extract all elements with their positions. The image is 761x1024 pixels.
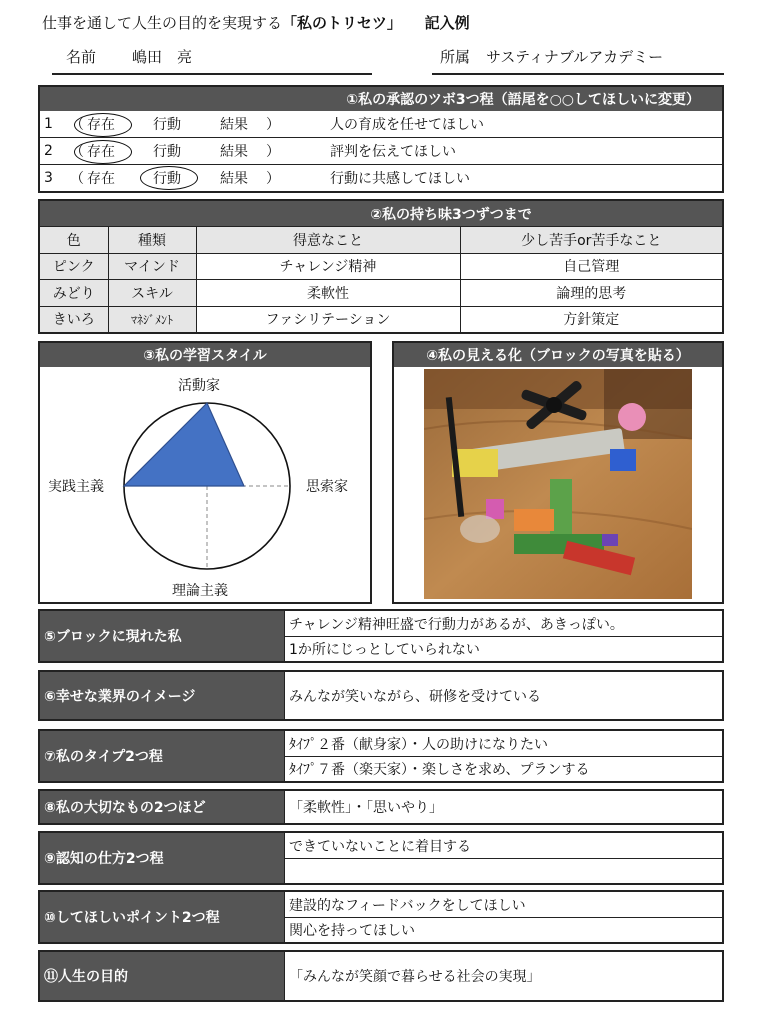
open-paren: （ — [70, 117, 84, 133]
table-cell: マインド — [108, 253, 196, 280]
section-1 — [38, 85, 724, 193]
content-line — [284, 952, 722, 1000]
orange-brick — [514, 509, 554, 531]
label-bottom: 理論主義 — [172, 583, 228, 599]
content-text: みんなが笑いながら、研修を受けている — [289, 688, 541, 705]
table-row — [40, 306, 722, 332]
table-cell: 論理的思考 — [460, 280, 722, 307]
section-11-label-cell — [40, 952, 284, 1000]
table-header-row — [40, 227, 722, 254]
content-text: 関心を持ってほしい — [289, 923, 415, 939]
name-underline — [52, 73, 372, 75]
option-existence: 存在 — [87, 117, 115, 133]
block-photo — [424, 369, 692, 599]
recognition-row — [40, 165, 722, 191]
content-line — [284, 672, 722, 719]
section-6 — [38, 670, 724, 721]
content-line — [284, 731, 722, 757]
section-9-label-cell — [40, 833, 284, 883]
recognition-text: 行動に共感してほしい — [330, 171, 470, 187]
section-3-title: ③私の学習スタイル — [143, 348, 267, 364]
table-cell: 方針策定 — [460, 306, 722, 332]
section-10-label-cell — [40, 892, 284, 942]
section-7 — [38, 729, 724, 783]
section-4-title: ④私の見える化（ブロックの写真を貼る） — [426, 348, 690, 364]
content-line — [284, 918, 722, 942]
pink-flower — [618, 403, 646, 431]
recognition-row — [40, 138, 722, 165]
recognition-row — [40, 111, 722, 138]
section-11 — [38, 950, 724, 1002]
label-right: 思索家 — [306, 479, 348, 495]
content-text: 建設的なフィードバックをしてほしい — [289, 897, 526, 914]
content-text: 1か所にじっとしていられない — [289, 642, 480, 658]
option-action: 行動 — [153, 117, 181, 133]
content-line — [284, 859, 722, 883]
option-result: 結果 — [220, 171, 248, 187]
row-number: 2 — [44, 143, 53, 159]
header-cell: 少し苦手or苦手なこと — [460, 227, 722, 254]
table-cell: ﾏﾈｼﾞﾒﾝﾄ — [108, 306, 196, 332]
section-2 — [38, 199, 724, 334]
row-number: 3 — [44, 170, 53, 186]
circle-mark — [140, 166, 198, 190]
affiliation-value: サスティナブルアカデミー — [486, 48, 664, 66]
option-result: 結果 — [220, 117, 248, 133]
table-row — [40, 253, 722, 280]
table-cell: 自己管理 — [460, 253, 722, 280]
table-cell: きいろ — [40, 306, 108, 332]
content-line — [284, 833, 722, 859]
circle-mark — [74, 140, 132, 164]
section-7-label-cell — [40, 731, 284, 781]
section-1-title: ①私の承認のツボ3つ程（語尾を○○してほしいに変更） — [346, 92, 700, 108]
option-existence: 存在 — [87, 171, 115, 187]
label-top: 活動家 — [178, 378, 220, 394]
magenta-brick — [486, 499, 504, 519]
section-9-label: ⑨認知の仕方2つ程 — [44, 851, 164, 867]
name-label: 名前 — [66, 48, 97, 66]
section-8 — [38, 789, 724, 825]
section-4 — [392, 341, 724, 604]
option-existence: 存在 — [87, 144, 115, 160]
content-line — [284, 791, 722, 823]
affiliation-underline — [432, 73, 724, 75]
header-cell: 種類 — [108, 227, 196, 254]
title-suffix: 記入例 — [424, 14, 470, 32]
section-11-label: ⑪人生の目的 — [44, 969, 128, 985]
clear-disc — [460, 515, 500, 543]
content-text: チャレンジ精神旺盛で行動力があるが、あきっぽい。 — [289, 616, 624, 633]
purple-brick — [602, 534, 618, 546]
title-prefix: 仕事を通して人生の目的を実現する — [42, 14, 283, 32]
option-result: 結果 — [220, 144, 248, 160]
option-action: 行動 — [153, 144, 181, 160]
content-text: 「みんなが笑顔で暮らせる社会の実現」 — [289, 969, 541, 985]
section-8-label: ⑧私の大切なもの2つほど — [44, 800, 206, 816]
section-2-header — [40, 201, 722, 226]
traits-table — [40, 226, 722, 332]
name-value: 嶋田 亮 — [132, 48, 193, 66]
header-cell: 色 — [40, 227, 108, 254]
content-line — [284, 892, 722, 918]
section-4-header — [394, 343, 722, 367]
section-6-label-cell — [40, 672, 284, 719]
section-5 — [38, 609, 724, 663]
table-cell: みどり — [40, 280, 108, 307]
blue-brick — [610, 449, 636, 471]
close-paren: ） — [266, 171, 280, 187]
section-5-label: ⑤ブロックに現れた私 — [44, 629, 182, 645]
circle-mark — [74, 113, 132, 137]
section-9 — [38, 831, 724, 885]
section-6-label: ⑥幸せな業界のイメージ — [44, 688, 196, 705]
table-cell: ピンク — [40, 253, 108, 280]
section-5-label-cell — [40, 611, 284, 661]
row-number: 1 — [44, 116, 53, 132]
section-10 — [38, 890, 724, 944]
page-title — [42, 12, 470, 33]
section-7-label: ⑦私のタイプ2つ程 — [44, 749, 163, 765]
table-row — [40, 280, 722, 307]
option-action: 行動 — [153, 171, 181, 187]
table-cell: チャレンジ精神 — [196, 253, 460, 280]
table-cell: ファシリテーション — [196, 306, 460, 332]
table-cell: 柔軟性 — [196, 280, 460, 307]
content-text: ﾀｲﾌﾟ２番（献身家）・人の助けになりたい — [289, 736, 548, 753]
affiliation-label: 所属 — [440, 48, 471, 66]
header-cell: 得意なこと — [196, 227, 460, 254]
content-text: 「柔軟性」・「思いやり」 — [289, 800, 443, 816]
open-paren: （ — [70, 144, 84, 160]
section-3-header — [40, 343, 370, 367]
title-bold: 「私のトリセツ」 — [282, 14, 402, 32]
section-3 — [38, 341, 372, 604]
table-cell: スキル — [108, 280, 196, 307]
recognition-text: 人の育成を任せてほしい — [330, 117, 484, 133]
section-1-header — [40, 87, 722, 111]
recognition-text: 評判を伝えてほしい — [330, 144, 456, 160]
content-line — [284, 637, 722, 661]
content-text: ﾀｲﾌﾟ７番（楽天家）・楽しさを求め、プランする — [289, 762, 590, 778]
close-paren: ） — [266, 117, 280, 133]
section-2-title: ②私の持ち味3つずつまで — [370, 206, 532, 223]
content-text: できていないことに着目する — [289, 838, 471, 855]
section-8-label-cell — [40, 791, 284, 823]
content-line — [284, 611, 722, 637]
close-paren: ） — [266, 144, 280, 160]
label-left: 実践主義 — [48, 479, 104, 495]
content-line — [284, 757, 722, 781]
section-10-label: ⑩してほしいポイント2つ程 — [44, 910, 220, 926]
open-paren: （ — [70, 171, 84, 187]
